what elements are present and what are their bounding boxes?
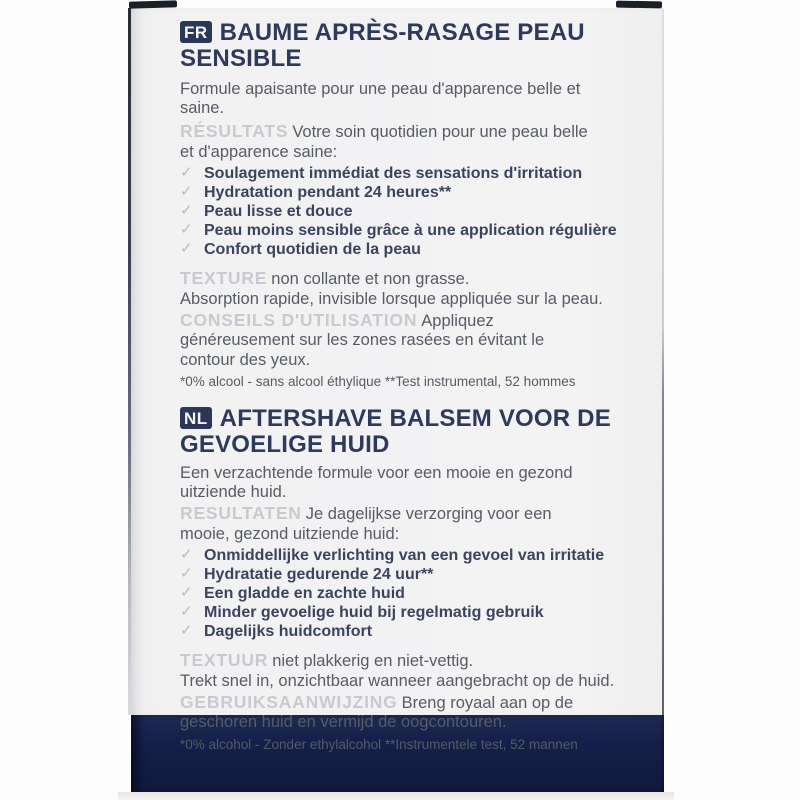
nl-texture — [180, 651, 616, 672]
benefit-item — [180, 221, 642, 240]
check-icon: ✓ — [180, 584, 193, 601]
nl-intro: Een verzachtende formule voor een mooie en gezond uitziende huid. — [180, 464, 573, 501]
benefit-item — [180, 164, 642, 183]
fr-texture-line2: Absorption rapide, invisible lorsque appliquée sur la peau. — [180, 289, 603, 308]
fr-usage — [180, 311, 592, 371]
language-badge-nl: NL — [180, 407, 212, 429]
benefit-item — [180, 565, 642, 584]
benefit-item — [180, 584, 642, 603]
fr-title — [180, 20, 642, 72]
fr-texture-text: non collante et non grasse. — [271, 270, 470, 288]
benefit-text: Hydratation pendant 24 heures** — [204, 184, 452, 201]
nl-usage-text: Breng royaal aan op de geschoren huid en vermijd de oogcontouren. — [180, 693, 574, 731]
fr-results-label: RÉSULTATS — [180, 121, 289, 141]
check-icon: ✓ — [180, 221, 193, 238]
box-top-left-flap-edge — [129, 0, 177, 8]
nl-footnote: *0% alcohol - Zonder ethylalcohol **Instrumentele test, 52 mannen — [180, 736, 578, 752]
check-icon: ✓ — [180, 240, 193, 257]
language-badge-fr: FR — [180, 21, 212, 43]
benefit-text: Confort quotidien de la peau — [204, 241, 421, 258]
fr-section — [180, 20, 642, 390]
nl-title — [180, 406, 642, 458]
box-top-right-flap-edge — [616, 1, 662, 9]
check-icon: ✓ — [180, 622, 193, 639]
benefit-text: Dagelijks huidcomfort — [204, 623, 373, 640]
nl-benefit-list — [180, 546, 642, 641]
nl-results-text: Je dagelijkse verzorging voor een mooie, gezond uitziende huid: — [180, 505, 552, 543]
fr-results-text: Votre soin quotidien pour une peau belle et d'apparence saine: — [180, 123, 588, 161]
box-left-edge — [128, 8, 131, 715]
nl-texture-text: niet plakkerig en niet-vettig. — [272, 652, 474, 670]
printed-text-area — [180, 20, 642, 753]
fr-title-text: BAUME APRÈS-RASAGE PEAU SENSIBLE — [180, 19, 585, 72]
benefit-item — [180, 183, 642, 202]
nl-results-label: RESULTATEN — [180, 503, 302, 523]
fr-benefit-list — [180, 164, 642, 259]
benefit-text: Onmiddellijke verlichting van een gevoel van irritatie — [204, 547, 605, 564]
benefit-item — [180, 546, 642, 565]
fr-usage-text: Appliquez généreusement sur les zones rasées en évitant le contour des yeux. — [180, 311, 545, 369]
benefit-text: Soulagement immédiat des sensations d'irritation — [204, 165, 583, 182]
nl-title-text: AFTERSHAVE BALSEM VOOR DE GEVOELIGE HUID — [180, 405, 611, 458]
nl-texture-line2: Trekt snel in, onzichtbaar wanneer aangebracht op de huid. — [180, 671, 615, 690]
benefit-text: Een gladde en zachte huid — [204, 585, 405, 602]
check-icon: ✓ — [180, 603, 193, 620]
nl-usage — [180, 693, 592, 733]
benefit-item — [180, 202, 642, 221]
fr-texture — [180, 269, 616, 290]
nl-texture-label: TEXTUUR — [180, 650, 269, 670]
fr-intro: Formule apaisante pour une peau d'apparence belle et saine. — [180, 80, 581, 117]
benefit-text: Peau moins sensible grâce à une application régulière — [204, 222, 617, 239]
fr-usage-label: CONSEILS D'UTILISATION — [180, 309, 418, 330]
fr-results — [180, 122, 592, 162]
nl-usage-label: GEBRUIKSAANWIJZING — [180, 691, 398, 712]
nl-results — [180, 504, 592, 544]
nl-section — [180, 406, 642, 753]
check-icon: ✓ — [180, 546, 193, 563]
check-icon: ✓ — [180, 164, 193, 181]
check-icon: ✓ — [180, 183, 193, 200]
benefit-item — [180, 622, 642, 641]
benefit-text: Minder gevoelige huid bij regelmatig gebruik — [204, 604, 544, 621]
check-icon: ✓ — [180, 565, 193, 582]
benefit-text: Hydratatie gedurende 24 uur** — [204, 566, 434, 583]
check-icon: ✓ — [180, 202, 193, 219]
surface-reflection — [118, 792, 674, 800]
benefit-item — [180, 240, 642, 259]
benefit-text: Peau lisse et douce — [204, 203, 353, 220]
box-right-edge — [662, 10, 664, 715]
benefit-item — [180, 603, 642, 622]
fr-footnote: *0% alcool - sans alcool éthylique **Test instrumental, 52 hommes — [180, 374, 576, 389]
fr-texture-label: TEXTURE — [180, 268, 268, 288]
